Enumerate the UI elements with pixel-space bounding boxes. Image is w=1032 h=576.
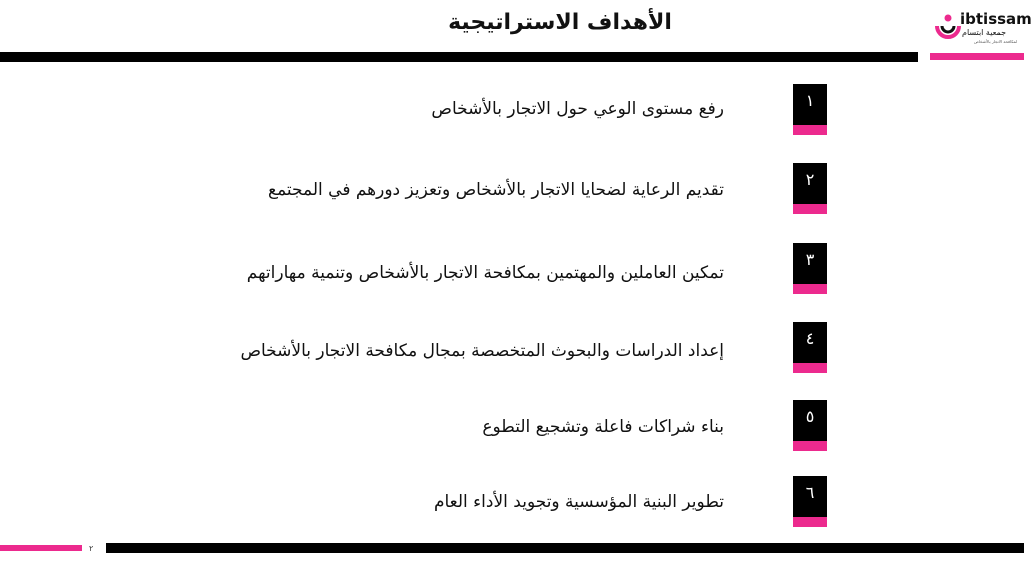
ibtissam-smile-logo-icon bbox=[934, 12, 962, 46]
goal-number-badge bbox=[793, 243, 827, 284]
goal-number-badge bbox=[793, 84, 827, 125]
goal-number-badge bbox=[793, 163, 827, 204]
header-divider bbox=[0, 52, 918, 62]
goal-number: ٥ bbox=[805, 407, 815, 426]
goal-text: إعداد الدراسات والبحوث المتخصصة بمجال مكافحة الاتجار بالأشخاص bbox=[240, 341, 724, 361]
goal-number-badge bbox=[793, 476, 827, 517]
logo-arabic-name: جمعية ابتسام bbox=[962, 28, 1007, 37]
footer-accent-bar bbox=[0, 545, 82, 551]
header-accent-bar bbox=[930, 53, 1024, 60]
goal-text: تمكين العاملين والمهتمين بمكافحة الاتجار بالأشخاص وتنمية مهاراتهم bbox=[246, 263, 724, 283]
goal-number: ٦ bbox=[805, 483, 815, 502]
goal-number: ٤ bbox=[805, 329, 815, 348]
goal-text: رفع مستوى الوعي حول الاتجار بالأشخاص bbox=[431, 99, 724, 119]
goal-number-badge bbox=[793, 322, 827, 363]
goal-text: تقديم الرعاية لضحايا الاتجار بالأشخاص وتعزيز دورهم في المجتمع bbox=[268, 180, 724, 200]
logo-tagline: لمكافحة الاتجار بالأشخاص bbox=[974, 39, 1017, 44]
goal-text: تطوير البنية المؤسسية وتجويد الأداء العام bbox=[433, 492, 724, 512]
page-title: الأهداف الاستراتيجية bbox=[448, 10, 672, 35]
goal-number: ٣ bbox=[805, 250, 815, 269]
footer-divider bbox=[106, 543, 1024, 553]
goal-accent-bar bbox=[793, 517, 827, 527]
goal-number: ١ bbox=[805, 91, 815, 110]
goal-accent-bar bbox=[793, 125, 827, 135]
page-number: ٢ bbox=[89, 544, 94, 553]
goal-accent-bar bbox=[793, 363, 827, 373]
logo-wordmark: ibtissam bbox=[960, 10, 1032, 28]
goal-accent-bar bbox=[793, 204, 827, 214]
goal-text: بناء شراكات فاعلة وتشجيع التطوع bbox=[482, 417, 724, 437]
goal-number: ٢ bbox=[805, 170, 815, 189]
goal-number-badge bbox=[793, 400, 827, 441]
goal-accent-bar bbox=[793, 284, 827, 294]
goal-accent-bar bbox=[793, 441, 827, 451]
ibtissam-logo bbox=[934, 8, 1032, 48]
